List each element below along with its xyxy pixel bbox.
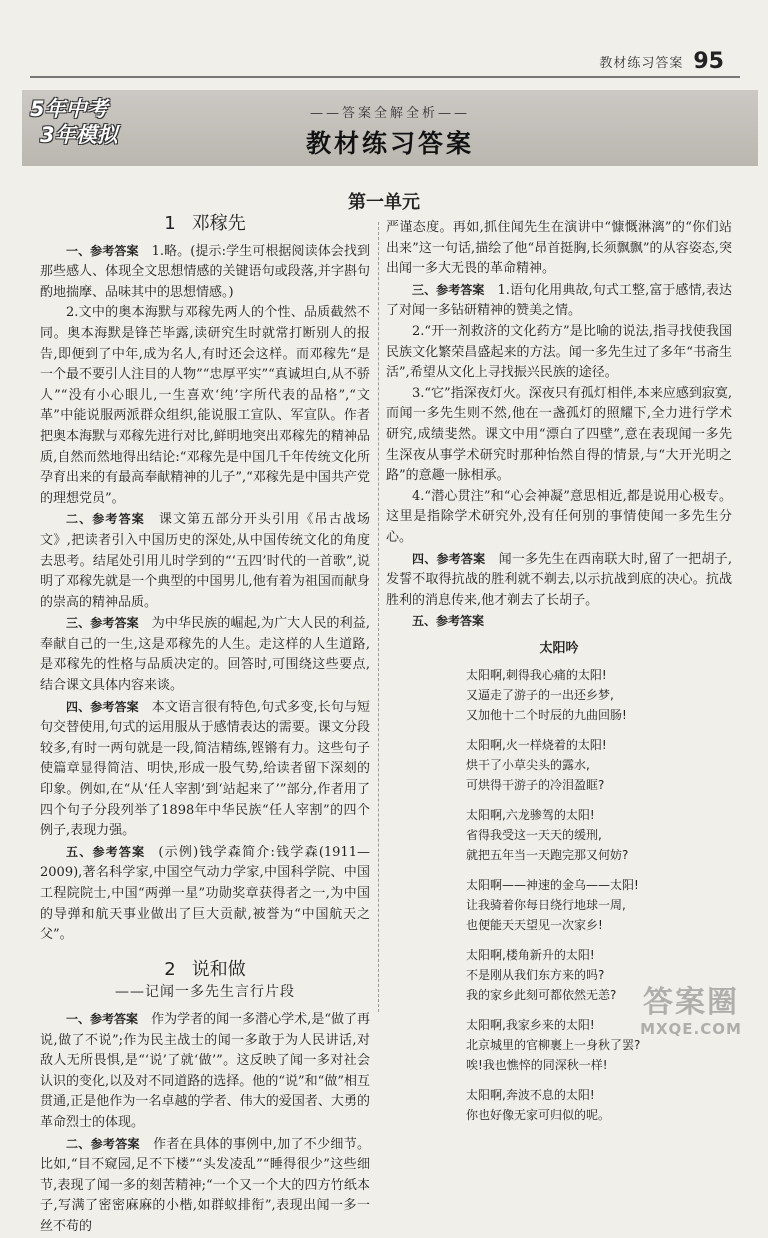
answer-text: 本文语言很有特色,句式多变,长句与短句交替使用,句式的运用服从于感情表达的需要。课文分段较多,有时一两句就是一段,简洁精练,铿锵有力。这些句子使篇章显得简洁、明快,形成一股气势,给读者留下深刻的印象。例如,在“从‘任人宰割’到‘站起来了’”部分,作者用了四个句子分段列举了1898年中华民族“任人宰割”的四个例子,表现力强。 [40,699,370,839]
poem-line: 北京城里的官柳裹上一身秋了罢? [466,1038,641,1053]
lesson2-subtitle: ——记闻一多先生言行片段 [115,984,295,1001]
poem-line: 唉!我也憔悴的同深秋一样! [466,1058,608,1073]
poem-line: 太阳啊,我家乡来的太阳! [466,1018,595,1033]
answer-label: 三、参考答案 [412,282,485,297]
poem-line: 太阳啊,奔波不息的太阳! [466,1088,595,1103]
answer-label: 四、参考答案 [66,699,139,714]
banner-subtitle: ——答案全解全析—— [309,106,470,121]
answer-text: 2.文中的奥本海默与邓稼先两人的个性、品质截然不同。奥本海默是锋芒毕露,读研究生时就常打断别人的报告,即便到了中年,成为名人,有时还会这样。而邓稼先“是一个最不要引人注目的人物”“忠厚平实”“真诚坦白,从不骄人”“没有小心眼儿,一生喜欢‘纯’字所代表的品格”,“文革”中能说服两派群众组织,能说服工宣队、军宣队。作者把奥本海默与邓稼先进行对比,鲜明地突出邓稼先的精神品质,自然而然地得出结论:“邓稼先是中国几千年传统文化所孕育出来的有最高奉献精神的儿子”,“邓稼先是中国共产党的理想党员”。 [40,305,370,506]
poem-line: 太阳啊,刺得我心痛的太阳! [466,668,607,683]
answer-text: 作为学者的闻一多潜心学术,是“做了再说,做了不说”;作为民主战士的闻一多敢于为人民讲话,对敌人无所畏惧,是“‘说’了就‘做’”。这反映了闻一多对社会认识的变化,以及对不同道路的选择。他的“说”和“做”相互贯通,正是他作为一名卓越的学者、伟大的爱国者、大勇的革命烈士的体现。 [40,1011,370,1130]
lesson2-name: 说和做 [191,958,246,980]
page-number: 95 [693,48,724,74]
answer-text: 严谨态度。再如,抓住闻先生在演讲中“慷慨淋漓”的“你们站出来”这一句话,描绘了他“昂首挺胸,长须飘飘”的从容姿态,突出闻一多大无畏的革命精神。 [386,220,732,277]
watermark-url: MXQE.COM [640,1020,742,1038]
unit-title: 第一单元 [348,192,420,213]
answer-paragraph [40,303,370,509]
poem-line: 你也好像无家可归似的呢。 [466,1108,611,1123]
poem-line: 省得我受这一天天的缓刑, [466,828,602,843]
answer-text: 3.“它”指深夜灯火。深夜只有孤灯相伴,本来应感到寂寞,而闻一多先生则不然,他在一盏孤灯的照耀下,全力进行学术研究,成绩斐然。课文中用“漂白了四壁”,意在表现闻一多先生深夜从事学术研究时那种怡然自得的情景,与“大开光明之路”的意趣一脉相承。 [386,385,732,484]
answer-paragraph [386,322,732,384]
watermark-text: 答案圈 [643,985,739,1020]
lesson1-number: 1 [164,213,176,234]
poem-line: 烘干了小草尖头的露水, [466,758,590,773]
poem-line: 就把五年当一天跑完那又何妨? [466,848,629,863]
section-banner [22,90,758,166]
poem [386,639,732,1126]
answer-text: 1.略。(提示:学生可根据阅读体会找到那些感人、体现全文思想情感的关键语句或段落,并字斟句酌地揣摩、品味其中的思想情感。) [40,243,370,300]
poem-line: 也便能天天望见一次家乡! [466,918,603,933]
poem-body [386,665,732,1125]
answer-text: 4.“潜心贯注”和“心会神凝”意思相近,都是说用心极专。这里是指除学术研究外,没有任何别的事情使闻一多先生分心。 [386,488,732,545]
answer-text: 1.语句化用典故,句式工整,富于感情,表达了对闻一多钻研精神的赞美之情。 [386,282,732,319]
lesson2-answers [40,1009,370,1238]
answer-label: 二、参考答案 [66,512,145,527]
answer-paragraph [386,487,732,549]
poem-line: 我的家乡此刻可都依然无恙? [466,988,617,1003]
answer-text: 闻一多先生在西南联大时,留了一把胡子,发誓不取得抗战的胜利就不剃去,以示抗战到底的决心。抗战胜利的消息传来,他才剃去了长胡子。 [386,551,732,608]
answer-text: (示例)钱学森简介:钱学森(1911—2009),著名科学家,中国空气动力学家,中国科学院、中国工程院院士,中国“两弹一星”功勋奖章获得者之一,为中国的导弹和航天事业做出了巨大贡献,被誉为“中国航天之父”。 [40,844,370,943]
answer-label: 三、参考答案 [66,616,139,631]
answer-paragraph [40,509,370,613]
poem-stanza [466,875,732,935]
answer-text: 2.“开一剂救济的文化药方”是比喻的说法,指寻找使我国民族文化繁荣昌盛起来的方法。闻一多先生过了多年“书斋生活”,希望从文化上寻找振兴民族的途径。 [386,323,732,381]
answer-label: 五、参考答案 [412,614,485,629]
poem-stanza [466,1085,732,1125]
answer-paragraph [386,549,732,612]
answer-label: 一、参考答案 [66,243,139,258]
lesson1-name: 邓稼先 [191,213,246,234]
poem-line: 让我骑着你每日绕行地球一周, [466,898,626,913]
lesson2-title [40,960,370,981]
answer-paragraph [386,611,732,633]
running-title: 教材练习答案 [599,55,684,71]
answer-paragraph [40,241,370,304]
logo-line-1: 5年中考 [30,97,108,121]
poem-line: 又逼走了游子的一出还乡梦, [466,688,614,703]
banner-title: 教材练习答案 [305,129,474,158]
answer-label: 五、参考答案 [66,844,146,859]
answer-paragraph [40,1134,370,1238]
answer-paragraph [40,613,370,696]
poem-line: 又加他十二个时辰的九曲回肠! [466,708,627,723]
lesson2-answers-continued [386,218,732,633]
answer-label: 四、参考答案 [412,551,486,566]
poem-line: 太阳啊,火一样烧着的太阳! [466,738,607,753]
answer-paragraph [40,842,370,946]
logo-line-2: 3年模拟 [40,123,118,147]
left-column [40,182,370,1238]
poem-stanza [466,665,732,725]
poem-line: 太阳啊——神速的金乌——太阳! [466,878,639,893]
poem-line: 太阳啊,楼角新升的太阳! [466,948,595,963]
lesson1-title [40,214,370,235]
answer-paragraph [386,280,732,322]
answer-text: 课文第五部分开头引用《吊古战场文》,把读者引入中国历史的深处,从中国传统文化的角度去思考。结尾处引用儿时学到的“‘五四’时代的一首歌”,说明了邓稼先就是一个典型的中国男儿,他有着为祖国而献身的崇高的精神品质。 [40,512,370,610]
answer-paragraph [386,218,732,280]
column-divider [378,222,379,1012]
poem-line: 太阳啊,六龙骖驾的太阳! [466,808,595,823]
answer-label: 一、参考答案 [66,1011,139,1026]
answer-paragraph [386,384,732,487]
answer-paragraph [40,1009,370,1134]
poem-title: 太阳吟 [539,640,579,656]
answer-text: 为中华民族的崛起,为广大人民的利益,奉献自己的一生,这是邓稼先的人生。走这样的人生道路,是邓稼先的性格与品质决定的。回答时,可围绕这些要点,结合课文具体内容来谈。 [40,616,370,694]
answer-paragraph [40,697,370,842]
running-header [599,48,724,74]
watermark [628,986,754,1042]
lesson1-answers [40,241,370,946]
lesson2-number: 2 [164,958,176,980]
answer-label: 二、参考答案 [66,1136,140,1151]
poem-line: 可烘得干游子的冷泪盈眶? [466,778,605,793]
header-rule [30,76,740,78]
answer-text: 作者在具体的事例中,加了不少细节。比如,“目不窥园,足不下楼”“头发凌乱”“睡得很少”这些细节,表现了闻一多的刻苦精神;“一个又一个大的四方竹纸本子,写满了密密麻麻的小楷,如群蚁排衔”,表现出闻一多一丝不苟的 [40,1136,370,1234]
poem-line: 不是刚从我们东方来的吗? [466,968,605,983]
poem-stanza [466,805,732,865]
poem-stanza [466,735,732,795]
